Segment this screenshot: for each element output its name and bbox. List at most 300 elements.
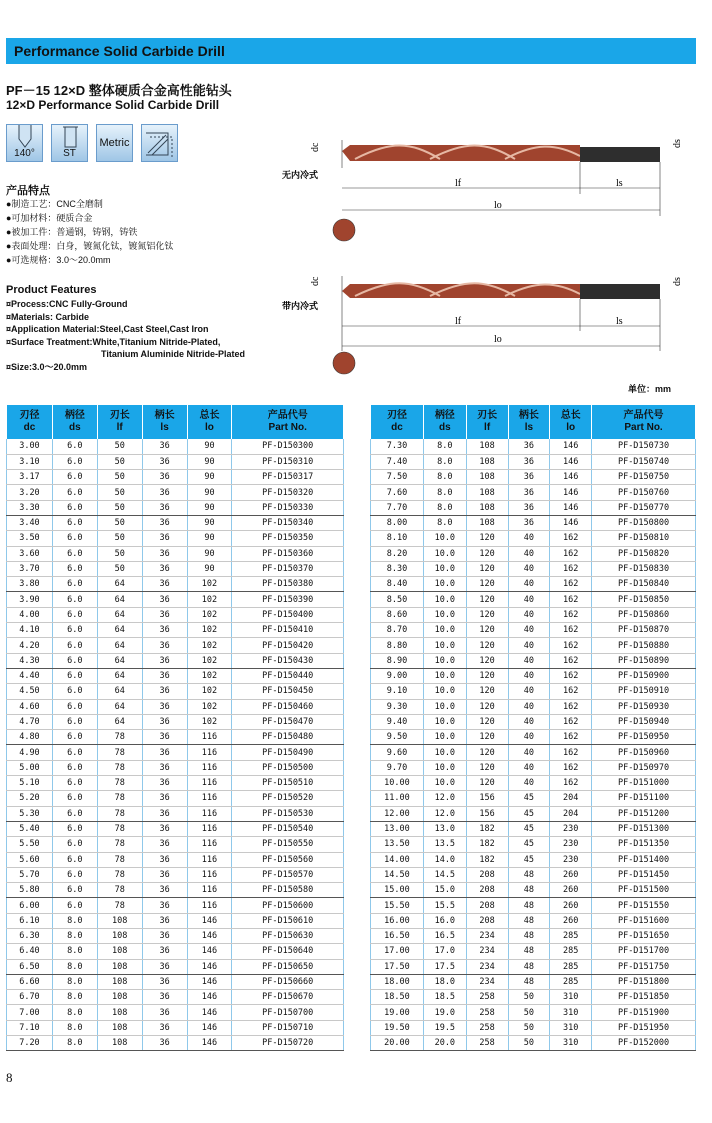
table-cell: 48 [508, 974, 550, 989]
table-cell: 6.0 [52, 485, 97, 500]
table-cell: 36 [142, 577, 187, 592]
table-cell: PF-D150520 [232, 791, 344, 806]
table-cell: 36 [142, 913, 187, 928]
table-row [7, 730, 344, 745]
table-cell: 120 [466, 577, 508, 592]
table-cell: 3.50 [7, 531, 53, 546]
table-cell: 162 [550, 653, 592, 668]
dim-lo: lo [494, 334, 502, 345]
table-cell: 6.0 [52, 776, 97, 791]
table-cell: 6.0 [52, 837, 97, 852]
table-cell: 8.0 [423, 470, 466, 485]
table-cell: 5.00 [7, 760, 53, 775]
table-row [371, 806, 696, 821]
table-row [7, 638, 344, 653]
table-cell: 10.0 [423, 531, 466, 546]
table-cell: 64 [97, 653, 142, 668]
table-cell: 64 [97, 577, 142, 592]
table-cell: PF-D150340 [232, 515, 344, 530]
table-cell: 162 [550, 760, 592, 775]
table-cell: PF-D150910 [592, 684, 696, 699]
table-cell: PF-D151900 [592, 1005, 696, 1020]
dim-ls: ls [616, 178, 623, 189]
table-cell: 8.40 [371, 577, 424, 592]
table-cell: 8.0 [52, 913, 97, 928]
table-cell: 162 [550, 623, 592, 638]
table-row [371, 1020, 696, 1035]
spec-icons [6, 124, 178, 162]
table-cell: 146 [187, 990, 232, 1005]
column-header: 总长 lo [550, 405, 592, 439]
table-cell: 6.0 [52, 546, 97, 561]
table-cell: 8.30 [371, 561, 424, 576]
column-header: 柄长 ls [142, 405, 187, 439]
table-cell: 4.50 [7, 684, 53, 699]
table-cell: 14.5 [423, 867, 466, 882]
table-row [7, 806, 344, 821]
table-cell: 14.50 [371, 867, 424, 882]
table-cell: 90 [187, 546, 232, 561]
table-cell: 16.00 [371, 913, 424, 928]
table-cell: PF-D150630 [232, 929, 344, 944]
column-header: 产品代号 Part No. [232, 405, 344, 439]
table-cell: 10.0 [423, 668, 466, 683]
table-cell: 45 [508, 821, 550, 836]
table-cell: 120 [466, 714, 508, 729]
table-cell: 116 [187, 776, 232, 791]
table-cell: 10.0 [423, 730, 466, 745]
table-row [371, 714, 696, 729]
table-row [371, 852, 696, 867]
table-cell: 285 [550, 974, 592, 989]
table-cell: 6.0 [52, 883, 97, 898]
table-cell: 40 [508, 592, 550, 607]
title-english: 12×D Performance Solid Carbide Drill [6, 98, 220, 112]
table-row [371, 653, 696, 668]
table-cell: 40 [508, 653, 550, 668]
table-cell: 8.80 [371, 638, 424, 653]
table-cell: 40 [508, 714, 550, 729]
table-cell: PF-D150370 [232, 561, 344, 576]
table-cell: 310 [550, 990, 592, 1005]
table-cell: 6.0 [52, 531, 97, 546]
table-row [371, 454, 696, 469]
table-cell: PF-D150570 [232, 867, 344, 882]
table-cell: PF-D150930 [592, 699, 696, 714]
table-cell: 50 [508, 990, 550, 1005]
table-cell: 64 [97, 638, 142, 653]
table-cell: PF-D150810 [592, 531, 696, 546]
table-row [7, 837, 344, 852]
table-cell: 6.50 [7, 959, 53, 974]
table-cell: 146 [187, 929, 232, 944]
table-cell: 146 [187, 1036, 232, 1051]
table-cell: PF-D151400 [592, 852, 696, 867]
table-cell: PF-D151200 [592, 806, 696, 821]
table-cell: 260 [550, 898, 592, 913]
table-cell: PF-D150710 [232, 1020, 344, 1035]
table-cell: PF-D151950 [592, 1020, 696, 1035]
table-cell: 6.0 [52, 592, 97, 607]
table-cell: 102 [187, 607, 232, 622]
table-cell: 108 [466, 500, 508, 515]
table-cell: 162 [550, 776, 592, 791]
table-row [371, 500, 696, 515]
table-cell: 8.0 [423, 500, 466, 515]
table-row [7, 1020, 344, 1035]
table-cell: 48 [508, 913, 550, 928]
table-cell: 48 [508, 944, 550, 959]
table-cell: 162 [550, 684, 592, 699]
table-row [371, 592, 696, 607]
table-cell: 146 [550, 515, 592, 530]
table-cell: 45 [508, 852, 550, 867]
table-cell: 10.0 [423, 592, 466, 607]
table-cell: 8.0 [52, 929, 97, 944]
table-cell: 90 [187, 454, 232, 469]
table-row [7, 898, 344, 913]
table-cell: PF-D150870 [592, 623, 696, 638]
table-cell: 15.0 [423, 883, 466, 898]
table-cell: 108 [97, 974, 142, 989]
table-cell: 6.0 [52, 791, 97, 806]
column-header: 柄径 ds [423, 405, 466, 439]
column-header: 刃长 lf [97, 405, 142, 439]
table-cell: 50 [97, 561, 142, 576]
table-cell: PF-D151450 [592, 867, 696, 882]
table-cell: 108 [466, 470, 508, 485]
table-cell: 15.50 [371, 898, 424, 913]
table-cell: 120 [466, 653, 508, 668]
table-row [371, 1036, 696, 1051]
table-cell: 40 [508, 531, 550, 546]
table-cell: 64 [97, 607, 142, 622]
table-cell: 234 [466, 974, 508, 989]
table-cell: 8.0 [52, 1005, 97, 1020]
table-cell: 48 [508, 867, 550, 882]
table-cell: 8.0 [423, 515, 466, 530]
table-cell: 36 [142, 852, 187, 867]
table-cell: 120 [466, 638, 508, 653]
table-cell: 3.60 [7, 546, 53, 561]
table-cell: 6.0 [52, 699, 97, 714]
table-cell: 4.10 [7, 623, 53, 638]
table-row [371, 684, 696, 699]
table-cell: PF-D150770 [592, 500, 696, 515]
table-cell: 13.0 [423, 821, 466, 836]
table-cell: 260 [550, 913, 592, 928]
table-cell: PF-D151350 [592, 837, 696, 852]
metric-icon: Metric [96, 124, 133, 162]
table-cell: 36 [142, 898, 187, 913]
table-cell: 50 [97, 546, 142, 561]
table-cell: 4.30 [7, 653, 53, 668]
table-cell: PF-D150440 [232, 668, 344, 683]
features-cn-heading: 产品特点 [6, 185, 50, 197]
table-cell: 36 [142, 990, 187, 1005]
table-cell: 5.40 [7, 821, 53, 836]
table-cell: 16.50 [371, 929, 424, 944]
table-cell: 40 [508, 623, 550, 638]
table-cell: 10.0 [423, 760, 466, 775]
table-cell: 10.0 [423, 653, 466, 668]
table-cell: 36 [142, 485, 187, 500]
table-row [371, 623, 696, 638]
features-en-list: ¤Process:CNC Fully-Ground ¤Materials: Carbide ¤Application Material:Steel,Cast Steel,Cast Iron ¤Surface Treatment:White,Titanium Nitride-Plated, Titanium Aluminide Nitride-Plated ¤Size:3.0～20.0mm [6, 299, 246, 372]
table-cell: 4.00 [7, 607, 53, 622]
table-cell: 6.0 [52, 653, 97, 668]
table-cell: 6.0 [52, 607, 97, 622]
table-cell: 50 [97, 515, 142, 530]
table-cell: 5.30 [7, 806, 53, 821]
table-cell: 18.5 [423, 990, 466, 1005]
table-cell: 162 [550, 745, 592, 760]
table-cell: 9.30 [371, 699, 424, 714]
table-cell: 16.5 [423, 929, 466, 944]
table-cell: PF-D150410 [232, 623, 344, 638]
table-cell: 120 [466, 745, 508, 760]
table-cell: 8.50 [371, 592, 424, 607]
table-cell: 8.0 [52, 1036, 97, 1051]
table-cell: PF-D150317 [232, 470, 344, 485]
table-cell: 285 [550, 959, 592, 974]
table-cell: 40 [508, 638, 550, 653]
table-cell: 50 [508, 1036, 550, 1051]
table-cell: 36 [508, 439, 550, 454]
table-cell: 50 [97, 470, 142, 485]
table-cell: 10.0 [423, 561, 466, 576]
dim-dc: dc [310, 142, 321, 152]
table-cell: 102 [187, 699, 232, 714]
table-cell: 40 [508, 760, 550, 775]
table-cell: 78 [97, 730, 142, 745]
table-cell: 3.30 [7, 500, 53, 515]
table-cell: 36 [142, 470, 187, 485]
table-cell: PF-D150330 [232, 500, 344, 515]
table-cell: PF-D151300 [592, 821, 696, 836]
label-no-coolant: 无内冷式 [282, 171, 319, 181]
table-cell: 19.50 [371, 1020, 424, 1035]
table-cell: PF-D151550 [592, 898, 696, 913]
table-cell: 116 [187, 791, 232, 806]
table-row [371, 699, 696, 714]
table-cell: 120 [466, 684, 508, 699]
table-cell: 8.0 [423, 454, 466, 469]
table-cell: 13.00 [371, 821, 424, 836]
table-row [7, 607, 344, 622]
table-cell: 40 [508, 546, 550, 561]
table-cell: PF-D151100 [592, 791, 696, 806]
table-cell: PF-D150740 [592, 454, 696, 469]
table-cell: 6.0 [52, 470, 97, 485]
table-cell: PF-D150890 [592, 653, 696, 668]
table-cell: 36 [142, 791, 187, 806]
table-cell: 36 [142, 714, 187, 729]
table-cell: 162 [550, 699, 592, 714]
table-cell: 36 [142, 1005, 187, 1020]
table-cell: 7.50 [371, 470, 424, 485]
table-cell: PF-D150540 [232, 821, 344, 836]
table-cell: 19.0 [423, 1005, 466, 1020]
table-cell: 208 [466, 883, 508, 898]
table-row [7, 913, 344, 928]
drill-drawing [280, 126, 695, 376]
table-cell: 102 [187, 592, 232, 607]
table-cell: PF-D150750 [592, 470, 696, 485]
table-cell: 36 [142, 959, 187, 974]
table-cell: 4.20 [7, 638, 53, 653]
table-cell: 78 [97, 745, 142, 760]
table-cell: PF-D150490 [232, 745, 344, 760]
table-cell: 78 [97, 791, 142, 806]
table-cell: 19.5 [423, 1020, 466, 1035]
drill-with-coolant [282, 276, 683, 374]
table-cell: 36 [142, 944, 187, 959]
table-cell: 36 [142, 929, 187, 944]
table-cell: PF-D150350 [232, 531, 344, 546]
table-cell: 78 [97, 806, 142, 821]
table-cell: PF-D150650 [232, 959, 344, 974]
table-cell: 260 [550, 867, 592, 882]
table-cell: 108 [97, 1020, 142, 1035]
table-cell: PF-D150830 [592, 561, 696, 576]
table-row [371, 837, 696, 852]
table-cell: 230 [550, 837, 592, 852]
table-cell: PF-D150480 [232, 730, 344, 745]
table-cell: 78 [97, 883, 142, 898]
table-cell: PF-D150640 [232, 944, 344, 959]
table-cell: 208 [466, 867, 508, 882]
table-cell: 6.0 [52, 714, 97, 729]
table-cell: 6.60 [7, 974, 53, 989]
table-cell: 108 [97, 1005, 142, 1020]
table-cell: 116 [187, 745, 232, 760]
table-cell: 40 [508, 577, 550, 592]
table-row [7, 454, 344, 469]
table-cell: 8.60 [371, 607, 424, 622]
dim-lf: lf [455, 178, 462, 189]
table-row [7, 867, 344, 882]
table-cell: PF-D150940 [592, 714, 696, 729]
table-cell: 102 [187, 577, 232, 592]
column-header: 刃径 dc [371, 405, 424, 439]
table-cell: 182 [466, 837, 508, 852]
point-angle-icon: 140° [6, 124, 43, 162]
table-cell: 17.00 [371, 944, 424, 959]
table-cell: 310 [550, 1036, 592, 1051]
table-cell: PF-D150430 [232, 653, 344, 668]
column-header: 柄长 ls [508, 405, 550, 439]
table-cell: 6.0 [52, 760, 97, 775]
table-cell: 6.0 [52, 745, 97, 760]
table-cell: 20.00 [371, 1036, 424, 1051]
table-cell: 258 [466, 1036, 508, 1051]
table-cell: 3.10 [7, 454, 53, 469]
table-cell: 10.0 [423, 623, 466, 638]
table-cell: 48 [508, 929, 550, 944]
table-cell: 48 [508, 959, 550, 974]
table-cell: 48 [508, 898, 550, 913]
table-cell: 120 [466, 776, 508, 791]
table-cell: 36 [508, 485, 550, 500]
table-cell: 45 [508, 791, 550, 806]
table-row [7, 668, 344, 683]
table-cell: PF-D151600 [592, 913, 696, 928]
table-cell: 116 [187, 852, 232, 867]
table-cell: PF-D150420 [232, 638, 344, 653]
table-cell: 36 [142, 454, 187, 469]
table-cell: PF-D150840 [592, 577, 696, 592]
table-cell: 6.0 [52, 684, 97, 699]
table-cell: 64 [97, 623, 142, 638]
dim-dc: dc [310, 276, 321, 286]
table-cell: 36 [142, 546, 187, 561]
table-cell: 78 [97, 898, 142, 913]
table-cell: 8.0 [52, 974, 97, 989]
table-cell: 116 [187, 837, 232, 852]
table-cell: 3.90 [7, 592, 53, 607]
table-cell: 40 [508, 730, 550, 745]
table-cell: 4.90 [7, 745, 53, 760]
table-row [371, 730, 696, 745]
table-cell: 8.70 [371, 623, 424, 638]
table-cell: 36 [142, 531, 187, 546]
table-cell: PF-D151750 [592, 959, 696, 974]
table-row [7, 959, 344, 974]
unit-label: 单位：mm [628, 384, 672, 394]
spec-table-left [6, 405, 344, 1051]
table-cell: 6.0 [52, 852, 97, 867]
table-cell: 116 [187, 760, 232, 775]
table-row [7, 821, 344, 836]
table-cell: PF-D152000 [592, 1036, 696, 1051]
table-row [7, 699, 344, 714]
table-cell: 102 [187, 714, 232, 729]
table-cell: 120 [466, 561, 508, 576]
table-cell: 36 [142, 607, 187, 622]
table-cell: PF-D150950 [592, 730, 696, 745]
table-cell: 310 [550, 1020, 592, 1035]
table-cell: 258 [466, 1020, 508, 1035]
table-cell: PF-D150730 [592, 439, 696, 454]
table-cell: 36 [142, 806, 187, 821]
table-cell: 5.70 [7, 867, 53, 882]
table-cell: 40 [508, 561, 550, 576]
table-cell: 10.0 [423, 745, 466, 760]
table-cell: 5.10 [7, 776, 53, 791]
table-cell: 120 [466, 531, 508, 546]
table-cell: 6.40 [7, 944, 53, 959]
table-cell: 116 [187, 821, 232, 836]
table-cell: PF-D150860 [592, 607, 696, 622]
table-cell: 116 [187, 730, 232, 745]
table-cell: 3.80 [7, 577, 53, 592]
table-cell: 45 [508, 837, 550, 852]
table-row [371, 898, 696, 913]
table-row [7, 791, 344, 806]
table-row [7, 485, 344, 500]
table-cell: 15.5 [423, 898, 466, 913]
table-cell: PF-D151000 [592, 776, 696, 791]
table-cell: 108 [97, 929, 142, 944]
table-row [371, 821, 696, 836]
table-cell: 36 [508, 500, 550, 515]
table-cell: 13.5 [423, 837, 466, 852]
table-cell: 146 [550, 439, 592, 454]
table-row [371, 913, 696, 928]
table-cell: 64 [97, 714, 142, 729]
table-cell: 8.10 [371, 531, 424, 546]
